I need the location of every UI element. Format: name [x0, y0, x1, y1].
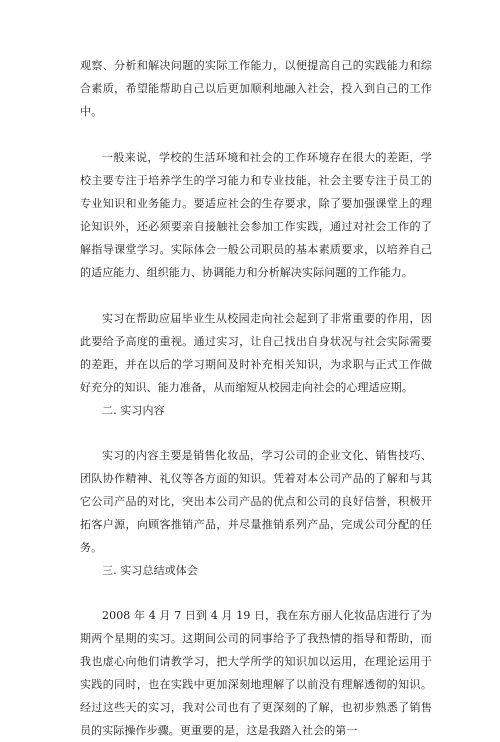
paragraph-internship-content: 实习的内容主要是销售化妆品，学习公司的企业文化、销售技巧、团队协作精神、礼仪等各方面的知识。凭着对本公司产品的了解和与其它公司产品的对比，突出本公司产品的优点和公司的良好信誉，积极开拓客户源，向顾客推销产品，并尽量推销系列产品，完成公司分配的任务。 [80, 449, 432, 554]
document-body [80, 54, 432, 742]
section-heading-internship-summary: 三. 实习总结或体会 [102, 564, 198, 577]
paragraph-intro-tail: 观察、分析和解决问题的实际工作能力，以便提高自己的实践能力和综合素质，希望能帮助自己以后更加顺利地融入社会，投入到自己的工作中。 [80, 59, 432, 118]
paragraph-internship-summary: 2008 年 4 月 7 日到 4 月 19 日，我在东方丽人化妆品店进行了为期两个星期的实习。这期间公司的同事给予了我热情的指导和帮助，而我也虚心向他们请教学习，把大学所学的知识加以运用，在理论运用于实践的同时，也在实践中更加深刻地理解了以前没有理解透彻的知识。经过这些天的实习，我对公司也有了更深刻的了解，也初步熟悉了销售员的实际操作步骤。更重要的是，这是我踏入社会的第一 [80, 609, 432, 737]
paragraph-school-vs-society: 一般来说，学校的生活环境和社会的工作环境存在很大的差距，学校主要专注于培养学生的学习能力和专业技能，社会主要专注于员工的专业知识和业务能力。要适应社会的生存要求，除了要加强课堂上的理论知识外，还必须要亲自接触社会参加工作实践，通过对社会工作的了解指导课堂学习。实际体会一般公司职员的基本素质要求，以培养自己的适应能力、组织能力、协调能力和分析解决实际问题的工作能力。 [80, 151, 432, 279]
section-heading-internship-content: 二. 实习内容 [102, 404, 165, 417]
paragraph-internship-importance: 实习在帮助应届毕业生从校园走向社会起到了非常重要的作用，因此要给予高度的重视。通过实习，让自己找出自身状况与社会实际需要的差距，并在以后的学习期间及时补充相关知识，为求职与正式工作做好充分的知识、能力准备，从而缩短从校园走向社会的心理适应期。 [80, 312, 432, 394]
